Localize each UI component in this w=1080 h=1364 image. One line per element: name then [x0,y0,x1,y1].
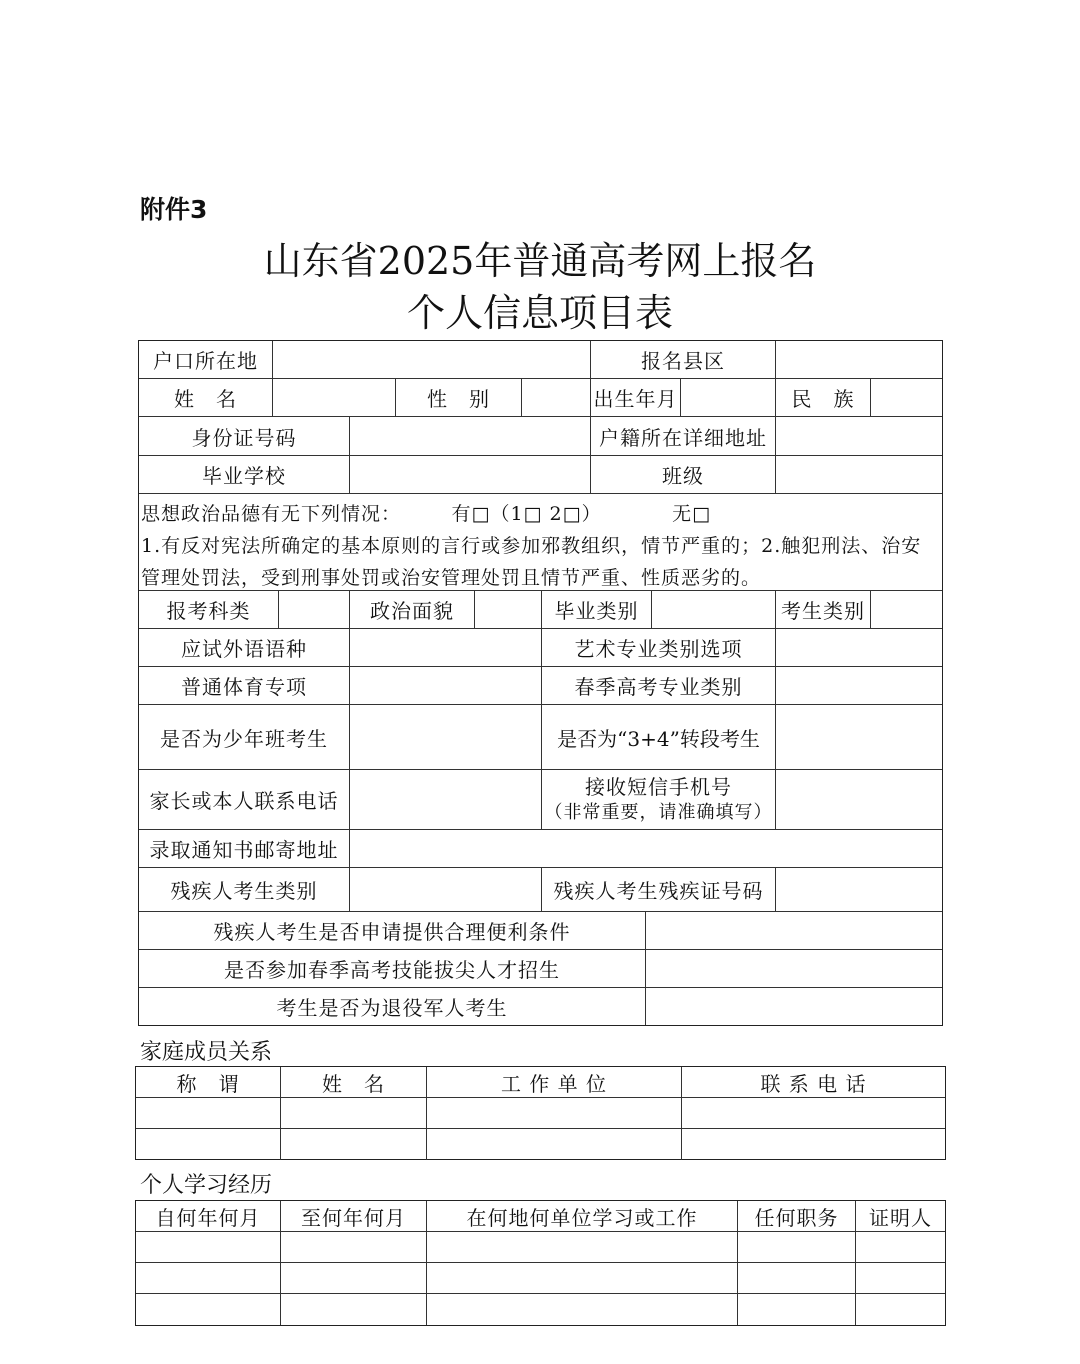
label-gender: 性 别 [396,379,522,416]
table-cell[interactable] [856,1294,945,1325]
sms-label: 接收短信手机号 [585,774,732,799]
table-cell[interactable] [427,1098,682,1128]
table-cell[interactable] [281,1129,427,1160]
table-row [136,1232,945,1263]
morality-text: 1.有反对宪法所确定的基本原则的言行或参加邪教组织，情节严重的；2.触犯刑法、治安管理处罚法，受到刑事处罚或治安管理处罚且情节严重、性质恶劣的。 [141,535,922,589]
column-header: 证明人 [869,1205,932,1230]
table-row [136,1294,945,1325]
field-name[interactable] [273,379,396,416]
column-header: 自何年何月 [136,1201,281,1231]
table-cell[interactable] [427,1129,682,1160]
column-header: 任何职务 [738,1201,856,1231]
label-three-four: 是否为“3+4”转段考生 [542,705,776,769]
field-political[interactable] [475,591,542,628]
header-row [136,1067,945,1098]
table-cell[interactable] [682,1129,945,1160]
table-cell[interactable] [136,1263,281,1293]
table-cell[interactable] [738,1294,856,1325]
table-cell[interactable] [281,1294,427,1325]
table-cell[interactable] [281,1232,427,1262]
family-heading: 家庭成员关系 [140,1040,273,1065]
field-disabled-type[interactable] [350,868,542,911]
table-cell[interactable] [856,1263,945,1293]
field-subject[interactable] [279,591,350,628]
field-art[interactable] [776,629,942,666]
table-cell[interactable] [281,1263,427,1293]
column-header: 工 作 单 位 [427,1067,682,1097]
label-sms [542,770,776,829]
label-veteran: 考生是否为退役军人考生 [139,988,646,1025]
sms-note: （非常重要，请准确填写） [544,801,773,823]
field-spring[interactable] [776,667,942,704]
field-language[interactable] [350,629,542,666]
label-id: 身份证号码 [139,417,350,455]
family-table [135,1066,946,1160]
field-three-four[interactable] [776,705,942,769]
label-disabled-id: 残疾人考生残疾证号码 [542,868,776,911]
label-disabled-aid: 残疾人考生是否申请提供合理便利条件 [139,912,646,949]
table-row [136,1098,945,1129]
label-exam-type: 考生类别 [776,591,871,628]
label-class: 班级 [591,456,776,493]
title-line2: 个人信息项目表 [406,291,673,335]
table-cell[interactable] [136,1098,281,1128]
label-hukou: 户口所在地 [139,341,273,378]
label-name: 姓 名 [139,379,273,416]
morality-question[interactable]: 思想政治品德有无下列情况： 有□（1□ 2□） 无□ [141,503,712,525]
info-table [138,340,943,1026]
label-grad-type: 毕业类别 [542,591,652,628]
column-header: 在何地何单位学习或工作 [427,1201,738,1231]
label-school: 毕业学校 [139,456,350,493]
study-table [135,1200,946,1326]
field-grad-type[interactable] [652,591,776,628]
field-school[interactable] [350,456,591,493]
label-subject: 报考科类 [139,591,279,628]
label-address: 户籍所在详细地址 [591,417,776,455]
table-cell[interactable] [427,1294,738,1325]
field-sms[interactable] [776,770,942,829]
morality-section [139,494,942,590]
field-mail[interactable] [350,830,942,867]
label-political: 政治面貌 [350,591,475,628]
label-spring: 春季高考专业类别 [542,667,776,704]
label-spring-talent: 是否参加春季高考技能拔尖人才招生 [139,950,646,987]
table-cell[interactable] [427,1232,738,1262]
study-heading: 个人学习经历 [140,1173,273,1198]
table-cell[interactable] [682,1098,945,1128]
table-cell[interactable] [856,1232,945,1262]
label-language: 应试外语语种 [139,629,350,666]
column-header: 称 谓 [136,1067,281,1097]
field-sports[interactable] [350,667,542,704]
field-spring-talent[interactable] [646,950,942,987]
field-address[interactable] [776,417,942,455]
field-disabled-id[interactable] [776,868,942,911]
field-id[interactable] [350,417,591,455]
field-county[interactable] [776,341,942,378]
label-birth: 出生年月 [591,379,681,416]
annex-label: 附件3 [140,195,208,224]
field-ethnic[interactable] [871,379,942,416]
field-class[interactable] [776,456,942,493]
label-mail: 录取通知书邮寄地址 [139,830,350,867]
field-birth[interactable] [681,379,776,416]
field-phone[interactable] [350,770,542,829]
label-youth: 是否为少年班考生 [139,705,350,769]
label-county: 报名县区 [591,341,776,378]
table-cell[interactable] [281,1098,427,1128]
column-header: 联 系 电 话 [760,1071,867,1096]
label-art: 艺术专业类别选项 [542,629,776,666]
table-cell[interactable] [136,1129,281,1160]
field-gender[interactable] [522,379,591,416]
title-line1: 山东省2025年普通高考网上报名 [263,239,817,283]
column-header: 至何年何月 [281,1201,427,1231]
label-ethnic: 民 族 [776,379,871,416]
label-disabled-type: 残疾人考生类别 [139,868,350,911]
table-cell[interactable] [427,1263,738,1293]
table-row [136,1129,945,1160]
table-row [136,1263,945,1294]
field-disabled-aid[interactable] [646,912,942,949]
header-row [136,1201,945,1232]
label-sports: 普通体育专项 [139,667,350,704]
table-cell[interactable] [136,1232,281,1262]
table-cell[interactable] [738,1232,856,1262]
column-header: 姓 名 [281,1067,427,1097]
field-veteran[interactable] [646,988,942,1025]
field-youth[interactable] [350,705,542,769]
field-exam-type[interactable] [871,591,942,628]
table-cell[interactable] [738,1263,856,1293]
table-cell[interactable] [136,1294,281,1325]
label-phone: 家长或本人联系电话 [139,770,350,829]
field-hukou[interactable] [273,341,591,378]
